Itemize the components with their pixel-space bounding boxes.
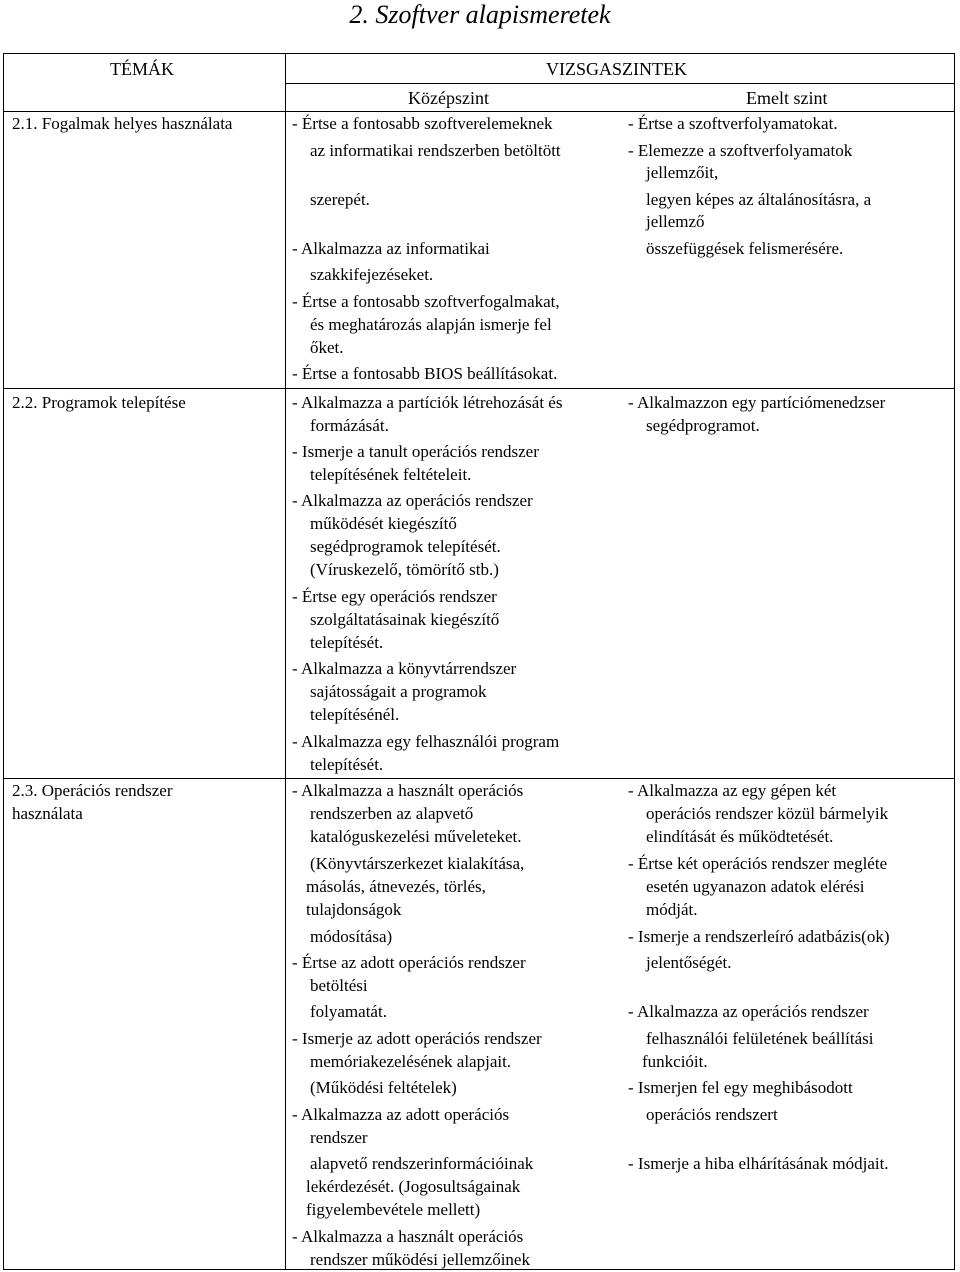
text-line: - Ismerje a rendszerleíró adatbázis(ok) bbox=[628, 927, 890, 946]
text-line: telepítésénél. bbox=[310, 705, 400, 724]
text-line: módját. bbox=[646, 900, 698, 919]
header-temak: TÉMÁK bbox=[110, 59, 174, 79]
text-line: - Értse a fontosabb szoftverelemeknek bbox=[292, 114, 553, 133]
text-line: operációs rendszer közül bármelyik bbox=[646, 804, 889, 823]
text-line: - Ismerje az adott operációs rendszer bbox=[292, 1029, 542, 1048]
text-line: - Értse az adott operációs rendszer bbox=[292, 953, 526, 972]
text-line: - Alkalmazza a használt operációs bbox=[292, 781, 524, 800]
text-line: felhasználói felületének beállítási bbox=[646, 1029, 874, 1048]
text-line: formázását. bbox=[310, 416, 389, 435]
text-line: - Alkalmazza az operációs rendszer bbox=[292, 491, 533, 510]
text-line: betöltési bbox=[310, 976, 368, 995]
page-title: 2. Szoftver alapismeretek bbox=[349, 0, 611, 29]
text-line: - Alkalmazza az informatikai bbox=[292, 239, 490, 258]
text-line: - Ismerjen fel egy meghibásodott bbox=[628, 1078, 853, 1097]
text-line: (Működési feltételek) bbox=[310, 1078, 457, 1097]
text-line: jellemző bbox=[646, 212, 705, 231]
text-line: elindítását és működtetését. bbox=[646, 827, 834, 846]
text-line: - Alkalmazza a használt operációs bbox=[292, 1227, 524, 1246]
text-line: és meghatározás alapján ismerje fel bbox=[310, 315, 552, 334]
text-line: - Alkalmazza a partíciók létrehozását és bbox=[292, 393, 563, 412]
row-divider bbox=[4, 388, 954, 389]
text-line: telepítését. bbox=[310, 633, 384, 652]
text-line: - Alkalmazza az operációs rendszer bbox=[628, 1002, 869, 1021]
text-line: - Értse két operációs rendszer megléte bbox=[628, 854, 888, 873]
text-line: operációs rendszert bbox=[646, 1105, 778, 1124]
text-line: esetén ugyanazon adatok elérési bbox=[646, 877, 865, 896]
text-line: az informatikai rendszerben betöltött bbox=[310, 141, 561, 160]
text-line: figyelembevétele mellett) bbox=[306, 1200, 481, 1219]
text-line: (Víruskezelő, tömörítő stb.) bbox=[310, 560, 499, 579]
column-divider bbox=[285, 54, 286, 1269]
text-line: jellemzőit, bbox=[646, 163, 719, 182]
text-line: funkcióit. bbox=[642, 1052, 708, 1071]
topic-line: 2.2. Programok telepítése bbox=[12, 393, 186, 412]
text-line: folyamatát. bbox=[310, 1002, 387, 1021]
header-emelt-szint: Emelt szint bbox=[746, 88, 828, 108]
text-line: tulajdonságok bbox=[306, 900, 402, 919]
text-line: - Ismerje a tanult operációs rendszer bbox=[292, 442, 539, 461]
text-line: rendszer működési jellemzőinek bbox=[310, 1250, 530, 1269]
text-line: - Alkalmazza egy felhasználói program bbox=[292, 732, 560, 751]
header-bottom-line bbox=[4, 111, 954, 112]
text-line: - Alkalmazza az adott operációs bbox=[292, 1105, 510, 1124]
text-line: rendszerben az alapvető bbox=[310, 804, 474, 823]
topic-line: használata bbox=[12, 804, 83, 823]
header-kozepszint: Középszint bbox=[408, 88, 489, 108]
exam-topics-table bbox=[3, 53, 955, 1270]
text-line: - Elemezze a szoftverfolyamatok bbox=[628, 141, 853, 160]
text-line: - Ismerje a hiba elhárításának módjait. bbox=[628, 1154, 889, 1173]
topic-line: 2.1. Fogalmak helyes használata bbox=[12, 114, 233, 133]
text-line: memóriakezelésének alapjait. bbox=[310, 1052, 512, 1071]
text-line: lekérdezését. (Jogosultságainak bbox=[306, 1177, 521, 1196]
text-line: működését kiegészítő bbox=[310, 514, 457, 533]
text-line: őket. bbox=[310, 338, 344, 357]
text-line: alapvető rendszerinformációinak bbox=[310, 1154, 534, 1173]
text-line: sajátosságait a programok bbox=[310, 682, 487, 701]
header-vizsgaszintek: VIZSGASZINTEK bbox=[546, 59, 687, 79]
text-line: - Értse a fontosabb szoftverfogalmakat, bbox=[292, 292, 560, 311]
text-line: szolgáltatásainak kiegészítő bbox=[310, 610, 500, 629]
text-line: katalóguskezelési műveleteket. bbox=[310, 827, 522, 846]
text-line: - Alkalmazzon egy partíciómenedzser bbox=[628, 393, 886, 412]
text-line: rendszer bbox=[310, 1128, 368, 1147]
text-line: másolás, átnevezés, törlés, bbox=[306, 877, 486, 896]
text-line: telepítésének feltételeit. bbox=[310, 465, 472, 484]
text-line: összefüggések felismerésére. bbox=[646, 239, 844, 258]
text-line: jelentőségét. bbox=[646, 953, 732, 972]
topic-line: 2.3. Operációs rendszer bbox=[12, 781, 173, 800]
text-line: szakkifejezéseket. bbox=[310, 265, 434, 284]
text-line: segédprogramok telepítését. bbox=[310, 537, 501, 556]
row-divider bbox=[4, 778, 954, 779]
text-line: - Alkalmazza az egy gépen két bbox=[628, 781, 837, 800]
text-line: legyen képes az általánosításra, a bbox=[646, 190, 872, 209]
text-line: - Alkalmazza a könyvtárrendszer bbox=[292, 659, 517, 678]
text-line: (Könyvtárszerkezet kialakítása, bbox=[310, 854, 525, 873]
header-divider bbox=[285, 83, 954, 84]
text-line: módosítása) bbox=[310, 927, 393, 946]
text-line: szerepét. bbox=[310, 190, 370, 209]
text-line: - Értse a fontosabb BIOS beállításokat. bbox=[292, 364, 558, 383]
text-line: - Értse egy operációs rendszer bbox=[292, 587, 497, 606]
text-line: segédprogramot. bbox=[646, 416, 760, 435]
text-line: - Értse a szoftverfolyamatokat. bbox=[628, 114, 838, 133]
text-line: telepítését. bbox=[310, 755, 384, 774]
